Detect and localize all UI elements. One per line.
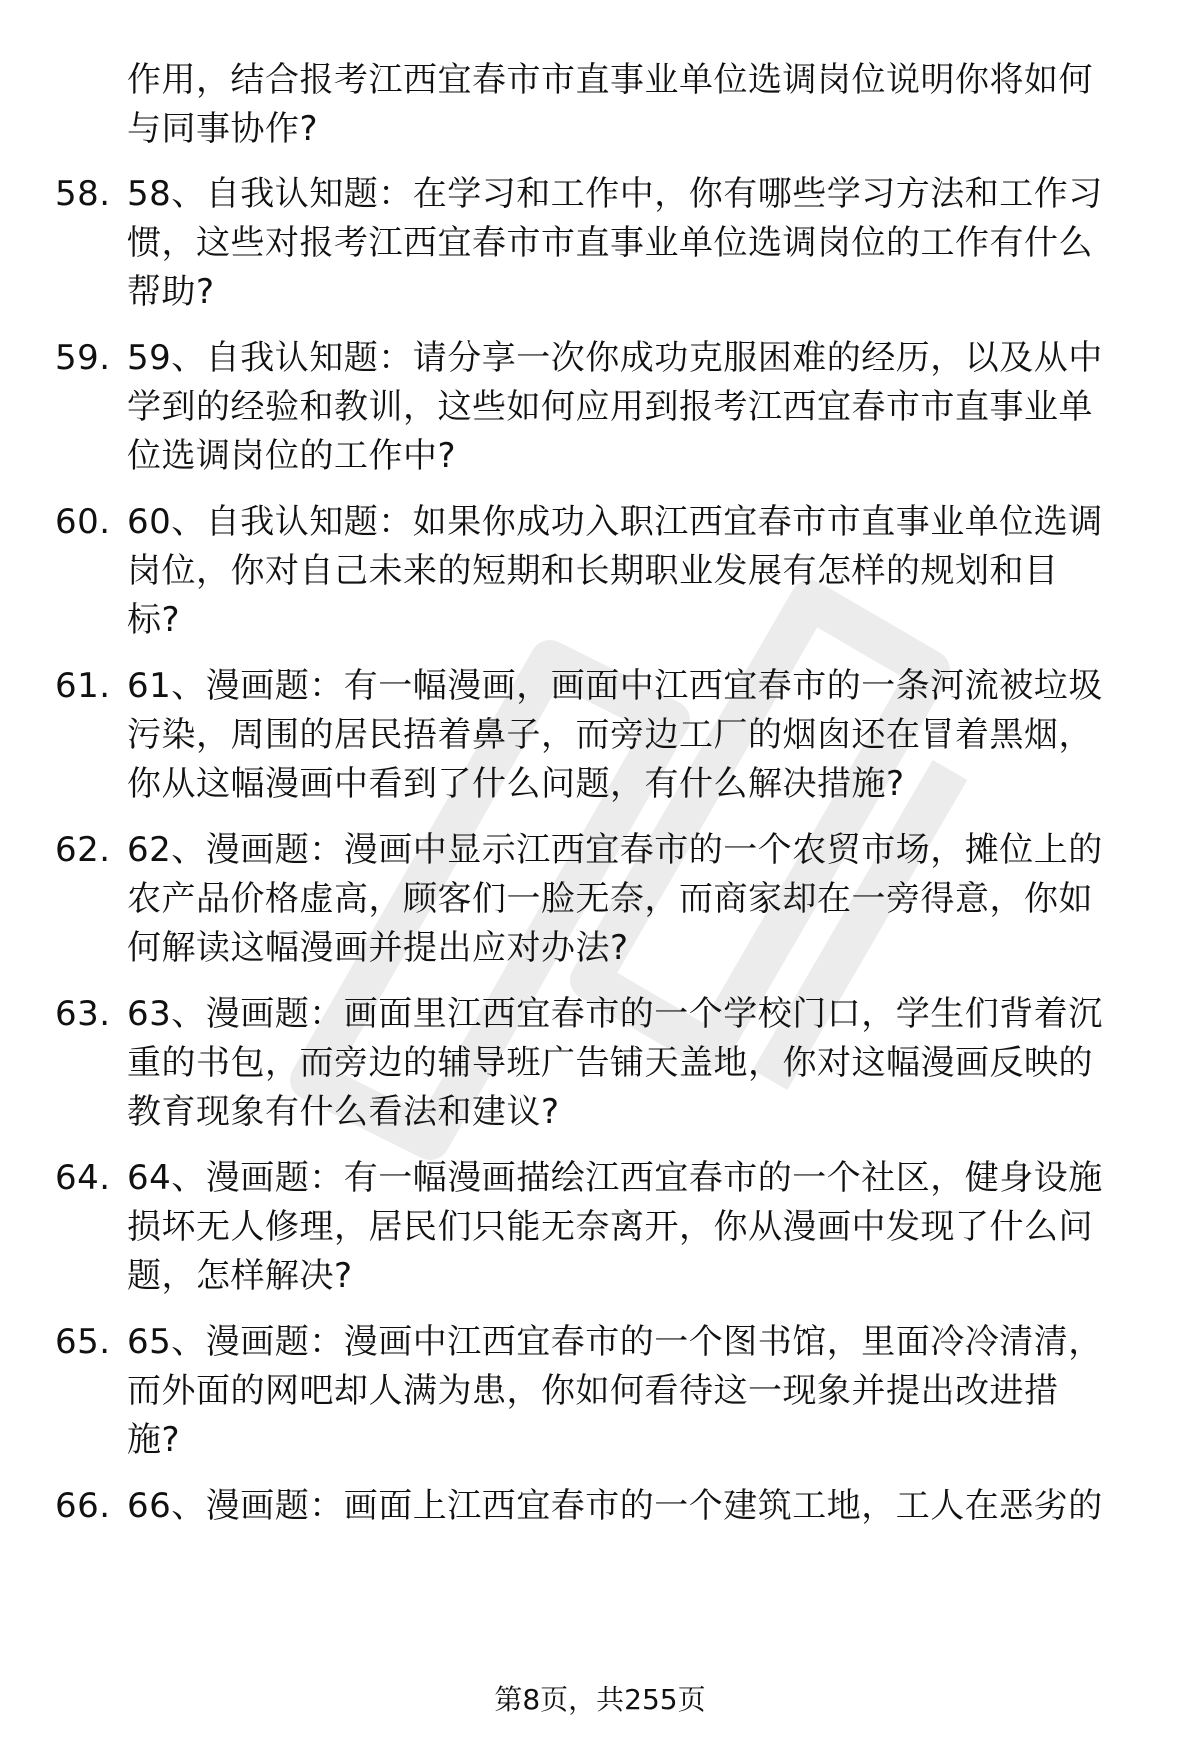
text-line: 农产品价格虚高，顾客们一脸无奈，而商家却在一旁得意，你如	[127, 879, 1093, 919]
question-number: 65.	[55, 1322, 111, 1362]
text-line: 64、漫画题：有一幅漫画描绘江西宜春市的一个社区，健身设施	[127, 1158, 1103, 1198]
page-footer: 第8页，共255页	[494, 1683, 706, 1716]
question-text	[127, 826, 1157, 973]
question-number: 63.	[55, 994, 111, 1034]
text-line: 污染，周围的居民捂着鼻子，而旁边工厂的烟囱还在冒着黑烟，	[127, 715, 1093, 755]
text-line: 你从这幅漫画中看到了什么问题，有什么解决措施?	[127, 764, 905, 804]
question-text	[127, 1318, 1157, 1465]
text-line: 岗位，你对自己未来的短期和长期职业发展有怎样的规划和目	[127, 551, 1059, 591]
question-text	[127, 334, 1157, 481]
text-line: 位选调岗位的工作中?	[127, 436, 457, 476]
text-line: 学到的经验和教训，这些如何应用到报考江西宜春市市直事业单	[127, 387, 1093, 427]
question-text	[127, 170, 1157, 317]
text-line: 65、漫画题：漫画中江西宜春市的一个图书馆，里面冷冷清清，	[127, 1322, 1103, 1362]
question-number: 66.	[55, 1486, 111, 1526]
question-text	[127, 1154, 1157, 1301]
text-line: 60、自我认知题：如果你成功入职江西宜春市市直事业单位选调	[127, 502, 1103, 542]
text-line: 惯，这些对报考江西宜春市市直事业单位选调岗位的工作有什么	[127, 223, 1093, 263]
text-line: 61、漫画题：有一幅漫画，画面中江西宜春市的一条河流被垃圾	[127, 666, 1103, 706]
text-line: 教育现象有什么看法和建议?	[127, 1092, 560, 1132]
text-line: 62、漫画题：漫画中显示江西宜春市的一个农贸市场，摊位上的	[127, 830, 1103, 870]
question-number: 60.	[55, 502, 111, 542]
text-line: 重的书包，而旁边的辅导班广告铺天盖地，你对这幅漫画反映的	[127, 1043, 1093, 1083]
question-number: 59.	[55, 338, 111, 378]
question-number: 58.	[55, 174, 111, 214]
text-line: 施?	[127, 1420, 181, 1460]
question-text	[127, 990, 1157, 1137]
text-line: 帮助?	[127, 272, 215, 312]
text-line: 何解读这幅漫画并提出应对办法?	[127, 928, 629, 968]
question-number: 62.	[55, 830, 111, 870]
text-line: 66、漫画题：画面上江西宜春市的一个建筑工地，工人在恶劣的	[127, 1486, 1103, 1526]
text-line: 58、自我认知题：在学习和工作中，你有哪些学习方法和工作习	[127, 174, 1103, 214]
text-line: 与同事协作?	[127, 109, 319, 149]
text-line: 59、自我认知题：请分享一次你成功克服困难的经历，以及从中	[127, 338, 1103, 378]
text-line: 标?	[127, 600, 181, 640]
question-text	[127, 498, 1157, 645]
question-text	[127, 662, 1157, 809]
question-text	[127, 56, 1157, 154]
text-line: 作用，结合报考江西宜春市市直事业单位选调岗位说明你将如何	[127, 60, 1093, 100]
text-line: 而外面的网吧却人满为患，你如何看待这一现象并提出改进措	[127, 1371, 1059, 1411]
text-line: 损坏无人修理，居民们只能无奈离开，你从漫画中发现了什么问	[127, 1207, 1093, 1247]
question-number: 61.	[55, 666, 111, 706]
text-line: 题，怎样解决?	[127, 1256, 353, 1296]
text-line: 63、漫画题：画面里江西宜春市的一个学校门口，学生们背着沉	[127, 994, 1103, 1034]
question-text	[127, 1482, 1157, 1531]
question-number: 64.	[55, 1158, 111, 1198]
